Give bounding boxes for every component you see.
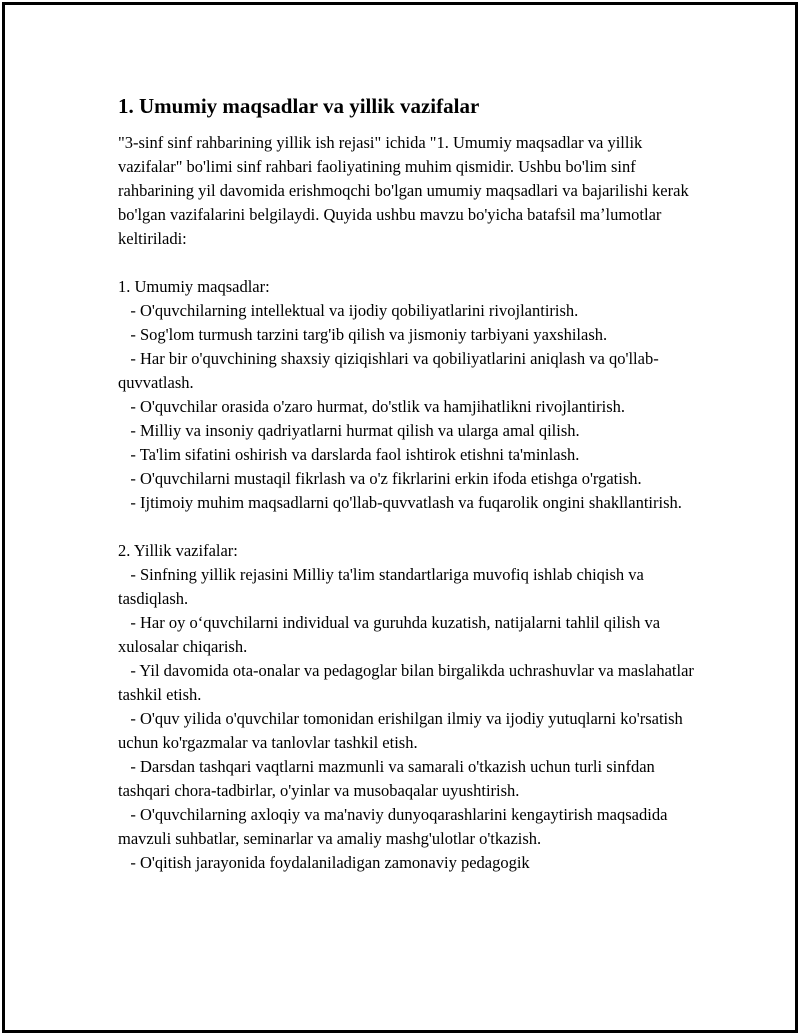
intro-paragraph: "3-sinf sinf rahbarining yillik ish rejasi" ichida "1. Umumiy maqsadlar va yillik vazifalar" bo'limi sinf rahbari faoliyatining muhim qismidir. Ushbu bo'lim sinf rahbarining yil davomida erishmoqchi bo'lgan umumiy maqsadlari va bajarilishi kerak bo'lgan vazifalarini belgilaydi. Quyida ushbu mavzu bo'yicha batafsil maʼlumotlar keltiriladi: — [118, 133, 689, 248]
task-item: - Har oy o‘quvchilarni individual va guruhda kuzatish, natijalarni tahlil qilish va xulosalar chiqarish. — [118, 613, 665, 656]
document-body — [118, 93, 698, 875]
task-item: - Sinfning yillik rejasini Milliy ta'lim standartlariga muvofiq ishlab chiqish va tasdiqlash. — [118, 565, 648, 608]
task-item: - Yil davomida ota-onalar va pedagoglar bilan birgalikda uchrashuvlar va maslahatlar tashkil etish. — [118, 661, 699, 704]
spacer — [118, 515, 698, 539]
goal-item: - Milliy va insoniy qadriyatlarni hurmat qilish va ularga amal qilish. — [118, 421, 580, 440]
task-item: - O'quv yilida o'quvchilar tomonidan erishilgan ilmiy va ijodiy yutuqlarni ko'rsatish uchun ko'rgazmalar va tanlovlar tashkil etish. — [118, 709, 687, 752]
section-heading-tasks: 2. Yillik vazifalar: — [118, 541, 238, 560]
goal-item: - O'quvchilar orasida o'zaro hurmat, do'stlik va hamjihatlikni rivojlantirish. — [118, 397, 626, 416]
task-item: - O'quvchilarning axloqiy va ma'naviy dunyoqarashlarini kengaytirish maqsadida mavzuli suhbatlar, seminarlar va amaliy mashg'ulotlar o'tkazish. — [118, 805, 672, 848]
goal-item: - Sog'lom turmush tarzini targ'ib qilish va jismoniy tarbiyani yaxshilash. — [118, 325, 608, 344]
task-item: - O'qitish jarayonida foydalaniladigan zamonaviy pedagogik — [118, 853, 530, 872]
document-title: 1. Umumiy maqsadlar va yillik vazifalar — [118, 94, 480, 118]
goal-item: - Har bir o'quvchining shaxsiy qiziqishlari va qobiliyatlarini aniqlash va qo'llab-quvvatlash. — [118, 349, 659, 392]
goal-item: - O'quvchilarni mustaqil fikrlash va o'z fikrlarini erkin ifoda etishga o'rgatish. — [118, 469, 642, 488]
section-heading-goals: 1. Umumiy maqsadlar: — [118, 277, 270, 296]
spacer — [118, 251, 698, 275]
task-item: - Darsdan tashqari vaqtlarni mazmunli va samarali o'tkazish uchun turli sinfdan tashqari chora-tadbirlar, o'yinlar va musobaqalar uyushtirish. — [118, 757, 659, 800]
goal-item: - Ijtimoiy muhim maqsadlarni qo'llab-quvvatlash va fuqarolik ongini shakllantirish. — [118, 493, 682, 512]
goal-item: - Ta'lim sifatini oshirish va darslarda faol ishtirok etishni ta'minlash. — [118, 445, 580, 464]
goal-item: - O'quvchilarning intellektual va ijodiy qobiliyatlarini rivojlantirish. — [118, 301, 579, 320]
